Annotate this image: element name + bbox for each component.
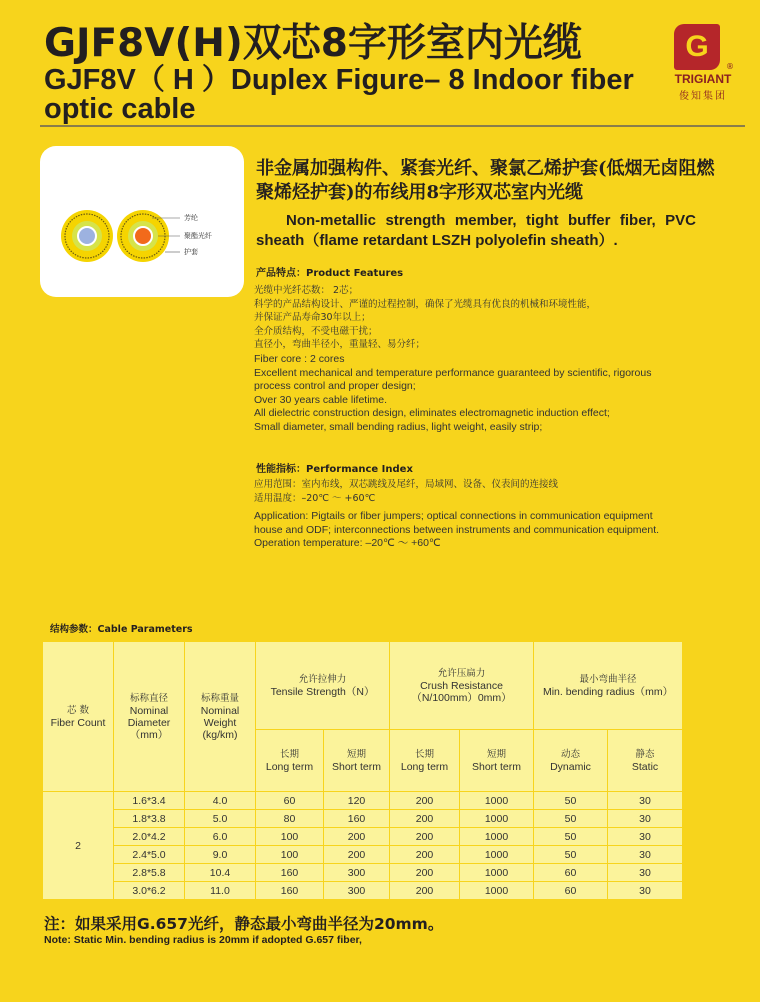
table-row: 1.8*3.8 5.0 80 160 200 1000 50 30 <box>43 810 683 828</box>
features-cn: 光缆中光纤芯数： 2芯； 科学的产品结构设计、严谨的过程控制，确保了光缆具有优良的机械和环境性能， 并保证产品寿命30年以上； 全介质结构，不受电磁干扰； 直径小，弯曲半径小，重量轻、易分纤； <box>254 285 597 350</box>
performance-title: 性能指标：Performance Index <box>256 464 413 475</box>
header-fiber-count: 芯 数 Fiber Count <box>43 642 114 792</box>
table-row: 2 1.6*3.4 4.0 60 120 200 1000 50 30 <box>43 792 683 810</box>
table-row: 3.0*6.2 11.0 160 300 200 1000 60 30 <box>43 882 683 900</box>
label-sheath: 护套 <box>184 248 198 256</box>
note-cn: 注：如果采用G.657光纤，静态最小弯曲半径为20mm。 <box>44 915 444 933</box>
features-en: Fiber core : 2 cores Excellent mechanical and temperature performance guaranteed by scientific, rigorous process control and proper design; Over 30 years cable lifetime. All dielectric construction design, eliminates electromagnetic induction effect; Small diameter, small bending radius, light weight, easily strip; <box>254 353 652 433</box>
performance-cn: 应用范围：室内布线，双芯跳线及尾纤，局域网、设备、仪表间的连接线 适用温度：–20℃ ～ +60℃ <box>254 479 559 504</box>
header-tensile: 允许拉伸力 Tensile Strength（N） <box>256 642 390 730</box>
header-tensile-short: 短期 Short term <box>324 730 390 792</box>
header-crush-long: 长期 Long term <box>390 730 460 792</box>
cable-cross-section-diagram <box>40 146 244 297</box>
table-row: 2.0*4.2 6.0 100 200 200 1000 50 30 <box>43 828 683 846</box>
header-weight: 标称重量 Nominal Weight (kg/km) <box>185 642 256 792</box>
performance-en: Application: Pigtails or fiber jumpers; optical connections in communication equipment house and ODF; interconnections between instruments and communication equipment. Operation temperature: –20℃ ～ +60℃ <box>254 510 660 549</box>
cable-parameters-table <box>42 641 683 900</box>
logo-mark-icon: G <box>674 24 720 70</box>
header-diameter: 标称直径 Nominal Diameter（mm） <box>114 642 185 792</box>
page-title-en: GJF8V（ H ）Duplex Figure– 8 Indoor fiber optic cable <box>44 64 634 125</box>
fiber-count-cell: 2 <box>43 792 114 900</box>
label-fiber: 聚酯光纤 <box>184 232 212 240</box>
left-core <box>78 227 96 245</box>
description-cn: 非金属加强构件、紧套光纤、聚氯乙烯护套(低烟无卤阻燃聚烯烃护套)的布线用8字形双芯室内光缆 <box>256 158 715 203</box>
right-core <box>134 227 152 245</box>
trigiant-logo <box>660 24 746 104</box>
registered-mark: ® <box>726 62 734 71</box>
description-en: Non-metallic strength member, tight buffer fiber, PVC sheath（flame retardant LSZH polyolefin sheath）. <box>256 212 696 249</box>
header-crush-short: 短期 Short term <box>460 730 534 792</box>
header-bend-static: 静态 Static <box>608 730 683 792</box>
header-crush: 允许压扁力 Crush Resistance（N/100mm）0mm） <box>390 642 534 730</box>
header-tensile-long: 长期 Long term <box>256 730 324 792</box>
features-title: 产品特点：Product Features <box>256 268 404 279</box>
note-en: Note: Static Min. bending radius is 20mm if adopted G.657 fiber, <box>44 934 362 946</box>
logo-name-cn: 俊知集团 <box>679 91 727 102</box>
logo-name: TRIGIANT <box>674 72 732 86</box>
table-row: 2.8*5.8 10.4 160 300 200 1000 60 30 <box>43 864 683 882</box>
table-title: 结构参数：Cable Parameters <box>50 624 193 635</box>
header-bend: 最小弯曲半径 Min. bending radius（mm） <box>534 642 683 730</box>
page-title-cn: GJF8V(H)双芯8字形室内光缆 <box>44 21 582 66</box>
table-row: 2.4*5.0 9.0 100 200 200 1000 50 30 <box>43 846 683 864</box>
header-bend-dynamic: 动态 Dynamic <box>534 730 608 792</box>
label-aramid: 芳纶 <box>184 214 198 222</box>
header-divider <box>40 125 745 127</box>
